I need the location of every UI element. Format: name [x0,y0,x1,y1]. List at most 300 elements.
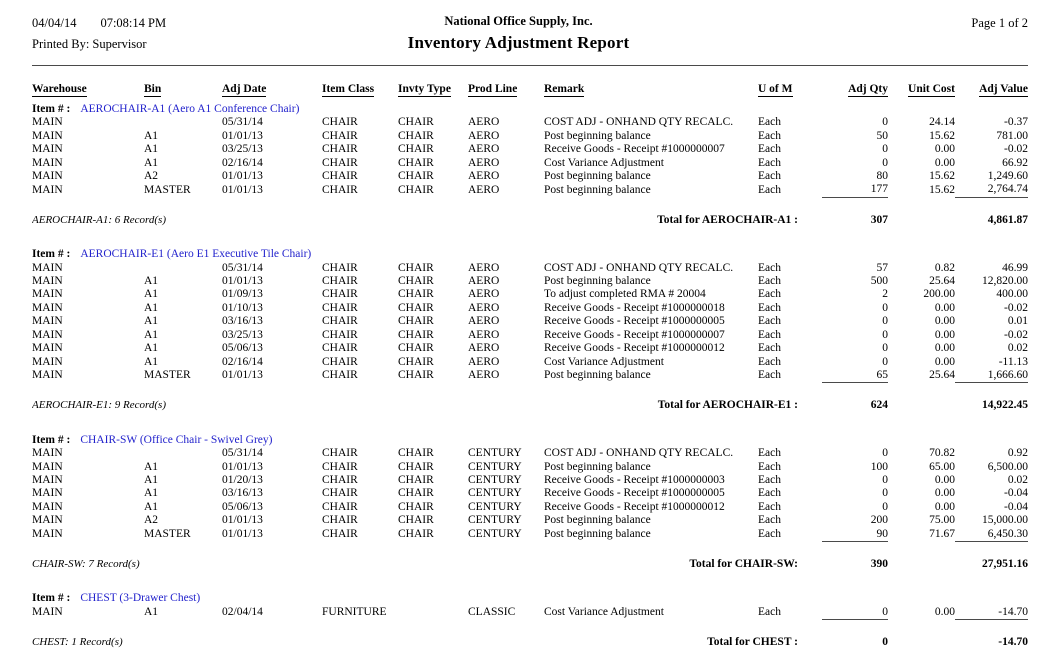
report-header [32,14,1028,60]
cell-remark: Receive Goods - Receipt #1000000005 [544,487,725,500]
report-title: Inventory Adjustment Report [407,33,630,52]
cell-item-class: CHAIR [322,183,358,196]
cell-adj-value: 0.02 [1007,473,1028,486]
cell-unit-cost: 15.62 [929,170,955,183]
table-row [32,514,1028,527]
item-row [32,244,1028,261]
cell-bin: A1 [144,301,159,314]
cell-adj-date: 01/01/13 [222,460,263,473]
cell-invty-type: CHAIR [398,369,434,382]
company-name: National Office Supply, Inc. [444,14,593,28]
cell-adj-date: 05/31/14 [222,447,263,460]
cell-adj-date: 05/06/13 [222,342,263,355]
cell-item-class: CHAIR [322,156,358,169]
cell-invty-type: CHAIR [398,328,434,341]
cell-prod-line: AERO [468,288,500,301]
cell-bin: A2 [144,170,159,183]
cell-uofm: Each [758,129,781,142]
cell-adj-value: -0.02 [1004,328,1028,341]
cell-unit-cost: 0.00 [934,487,955,500]
cell-unit-cost: 0.00 [934,143,955,156]
group-total-value: 14,922.45 [955,383,1028,430]
table-row [32,275,1028,288]
group-total-unitcost-spacer [888,197,955,244]
cell-unit-cost: 200.00 [923,288,955,301]
cell-warehouse: MAIN [32,156,63,169]
cell-invty-type: CHAIR [398,528,434,541]
cell-adj-value: -11.13 [998,355,1028,368]
cell-uofm: Each [758,143,781,156]
table-row [32,528,1028,542]
cell-adj-value: -0.04 [1004,500,1028,513]
table-row [32,143,1028,156]
cell-unit-cost: 15.62 [929,183,955,196]
cell-warehouse: MAIN [32,143,63,156]
cell-invty-type: CHAIR [398,447,434,460]
record-count: CHEST: 1 Record(s) [32,636,123,649]
table-row [32,447,1028,460]
cell-unit-cost: 15.62 [929,129,955,142]
cell-remark: Receive Goods - Receipt #1000000007 [544,143,725,156]
table-row [32,474,1028,487]
cell-item-class: CHAIR [322,275,358,288]
group-total-unitcost-spacer [888,383,955,430]
cell-uofm: Each [758,288,781,301]
cell-prod-line: AERO [468,183,500,196]
cell-remark: Post beginning balance [544,170,651,183]
cell-bin: A1 [144,487,159,500]
cell-prod-line: AERO [468,143,500,156]
cell-prod-line: AERO [468,116,500,129]
cell-item-class: CHAIR [322,129,358,142]
cell-adj-value: 0.02 [1007,342,1028,355]
cell-unit-cost: 0.00 [934,156,955,169]
cell-bin: A1 [144,355,159,368]
column-header-row [32,66,1028,99]
cell-adj-value: -0.37 [1004,116,1028,129]
cell-bin: A1 [144,143,159,156]
cell-adj-value: -0.02 [1004,301,1028,314]
column-header-warehouse: Warehouse [32,83,87,95]
cell-prod-line: AERO [468,301,500,314]
cell-bin: A1 [144,460,159,473]
table-row [32,606,1028,620]
cell-adj-qty: 200 [870,514,888,527]
item-row [32,588,1028,605]
item-link[interactable]: CHAIR-SW (Office Chair - Swivel Grey) [80,433,273,446]
cell-unit-cost: 25.64 [929,275,955,288]
cell-uofm: Each [758,369,781,382]
cell-invty-type: CHAIR [398,473,434,486]
cell-adj-qty: 177 [870,183,888,196]
cell-adj-date: 05/31/14 [222,261,263,274]
cell-remark: Receive Goods - Receipt #1000000007 [544,328,725,341]
cell-item-class: CHAIR [322,514,358,527]
cell-invty-type: CHAIR [398,342,434,355]
cell-warehouse: MAIN [32,487,63,500]
cell-adj-date: 01/01/13 [222,275,263,288]
cell-adj-date: 03/25/13 [222,328,263,341]
cell-adj-value: 15,000.00 [982,514,1028,527]
cell-uofm: Each [758,473,781,486]
cell-uofm: Each [758,487,781,500]
cell-invty-type: CHAIR [398,514,434,527]
cell-warehouse: MAIN [32,473,63,486]
cell-unit-cost: 0.00 [934,355,955,368]
cell-uofm: Each [758,514,781,527]
cell-adj-qty: 0 [882,447,888,460]
print-date: 04/04/14 [32,16,77,30]
cell-invty-type: CHAIR [398,288,434,301]
print-time: 07:08:14 PM [100,16,167,30]
cell-remark: Post beginning balance [544,528,651,541]
cell-invty-type: CHAIR [398,261,434,274]
cell-adj-date: 01/10/13 [222,301,263,314]
cell-uofm: Each [758,275,781,288]
cell-invty-type: CHAIR [398,460,434,473]
cell-bin: A1 [144,156,159,169]
group-footer-left [32,620,822,667]
cell-adj-value: 66.92 [1002,156,1028,169]
cell-remark: Post beginning balance [544,129,651,142]
table-row [32,342,1028,355]
cell-remark: Receive Goods - Receipt #1000000012 [544,342,725,355]
cell-bin: A1 [144,342,159,355]
cell-item-class: CHAIR [322,342,358,355]
cell-uofm: Each [758,116,781,129]
cell-adj-date: 03/25/13 [222,143,263,156]
cell-unit-cost: 0.00 [934,315,955,328]
item-link[interactable]: AEROCHAIR-A1 (Aero A1 Conference Chair) [80,103,300,115]
item-row-cell [32,588,1028,605]
cell-warehouse: MAIN [32,528,63,541]
cell-prod-line: CENTURY [468,487,522,500]
item-number-label: Item # : [32,103,71,115]
cell-prod-line: AERO [468,275,500,288]
cell-adj-qty: 0 [882,342,888,355]
record-count: AEROCHAIR-E1: 9 Record(s) [32,399,166,412]
cell-prod-line: AERO [468,328,500,341]
cell-remark: Post beginning balance [544,183,651,196]
cell-uofm: Each [758,301,781,314]
cell-unit-cost: 0.00 [934,301,955,314]
cell-warehouse: MAIN [32,514,63,527]
table-row [32,369,1028,383]
cell-uofm: Each [758,500,781,513]
group-footer-labels [32,636,822,649]
cell-remark: Post beginning balance [544,369,651,382]
cell-warehouse: MAIN [32,447,63,460]
cell-adj-qty: 90 [876,527,888,540]
cell-adj-date: 01/01/13 [222,170,263,183]
group-footer-labels [32,399,822,412]
column-header-remark: Remark [544,83,585,95]
group-total-unitcost-spacer [888,620,955,667]
cell-adj-value: 400.00 [996,288,1028,301]
cell-prod-line: CENTURY [468,460,522,473]
cell-warehouse: MAIN [32,116,63,129]
cell-remark: Cost Variance Adjustment [544,355,664,368]
group-total-value: -14.70 [955,620,1028,667]
cell-invty-type: CHAIR [398,170,434,183]
cell-adj-date: 05/31/14 [222,116,263,129]
record-count: CHAIR-SW: 7 Record(s) [32,557,140,570]
table-row [32,487,1028,500]
column-header-prod-line: Prod Line [468,83,518,95]
cell-warehouse: MAIN [32,288,63,301]
cell-bin [144,262,222,275]
cell-warehouse: MAIN [32,261,63,274]
cell-prod-line: AERO [468,355,500,368]
cell-remark: COST ADJ - ONHAND QTY RECALC. [544,116,734,129]
cell-warehouse: MAIN [32,355,63,368]
cell-adj-date: 01/09/13 [222,288,263,301]
page-number: Page 1 of 2 [971,16,1028,30]
cell-warehouse: MAIN [32,315,63,328]
report-table [32,66,1028,667]
cell-unit-cost: 70.82 [929,447,955,460]
table-row [32,329,1028,342]
cell-invty-type: CHAIR [398,487,434,500]
cell-unit-cost: 71.67 [929,528,955,541]
column-header-item-class: Item Class [322,83,375,95]
group-footer-left [32,197,822,244]
cell-uofm: Each [758,460,781,473]
cell-prod-line: AERO [468,170,500,183]
group-footer [32,383,1028,430]
cell-adj-date: 03/16/13 [222,315,263,328]
cell-adj-date: 01/01/13 [222,183,263,196]
cell-prod-line: CENTURY [468,528,522,541]
cell-bin: A1 [144,473,159,486]
cell-remark: Cost Variance Adjustment [544,156,664,169]
table-row [32,302,1028,315]
cell-warehouse: MAIN [32,606,63,619]
cell-adj-qty: 0 [882,355,888,368]
cell-adj-value: -14.70 [998,605,1028,618]
cell-bin: MASTER [144,528,191,541]
group-total-qty: 307 [822,197,888,244]
cell-adj-date: 02/16/14 [222,156,263,169]
cell-prod-line: CENTURY [468,500,522,513]
cell-adj-date: 01/20/13 [222,473,263,486]
cell-uofm: Each [758,342,781,355]
cell-adj-value: -0.02 [1004,143,1028,156]
table-row [32,315,1028,328]
cell-adj-value: 781.00 [996,129,1028,142]
cell-item-class: CHAIR [322,301,358,314]
cell-uofm: Each [758,156,781,169]
cell-item-class: CHAIR [322,288,358,301]
cell-adj-qty: 57 [876,261,888,274]
cell-uofm: Each [758,328,781,341]
cell-adj-value: 0.92 [1007,447,1028,460]
table-row [32,262,1028,275]
cell-item-class: CHAIR [322,261,358,274]
cell-invty-type: CHAIR [398,143,434,156]
group-footer [32,197,1028,244]
cell-item-class: CHAIR [322,447,358,460]
cell-bin: A1 [144,500,159,513]
cell-uofm: Each [758,528,781,541]
cell-uofm: Each [758,606,781,619]
table-row [32,130,1028,143]
cell-item-class: CHAIR [322,116,358,129]
record-count: AEROCHAIR-A1: 6 Record(s) [32,213,166,226]
cell-warehouse: MAIN [32,301,63,314]
cell-bin: MASTER [144,369,191,382]
cell-item-class: CHAIR [322,328,358,341]
cell-remark: Post beginning balance [544,460,651,473]
cell-adj-qty: 0 [882,156,888,169]
item-number-label: Item # : [32,433,71,446]
cell-adj-value: 12,820.00 [982,275,1028,288]
cell-warehouse: MAIN [32,460,63,473]
table-row [32,501,1028,514]
cell-uofm: Each [758,355,781,368]
item-number-label: Item # : [32,248,71,261]
group-footer [32,541,1028,588]
cell-adj-date: 01/01/13 [222,129,263,142]
cell-adj-qty: 0 [882,605,888,618]
group-total-label: Total for AEROCHAIR-E1 : [657,399,798,412]
cell-warehouse: MAIN [32,500,63,513]
cell-adj-qty: 65 [876,368,888,381]
cell-adj-value: 1,249.60 [987,170,1028,183]
cell-warehouse: MAIN [32,275,63,288]
cell-invty-type: CHAIR [398,275,434,288]
cell-invty-type: CHAIR [398,156,434,169]
cell-unit-cost: 0.00 [934,473,955,486]
cell-bin: A1 [144,288,159,301]
cell-remark: COST ADJ - ONHAND QTY RECALC. [544,447,734,460]
cell-warehouse: MAIN [32,369,63,382]
cell-remark: Post beginning balance [544,514,651,527]
cell-adj-qty: 0 [882,328,888,341]
cell-adj-qty: 0 [882,315,888,328]
group-total-qty: 624 [822,383,888,430]
item-link[interactable]: CHEST (3-Drawer Chest) [80,592,201,605]
cell-unit-cost: 0.82 [934,261,955,274]
table-row [32,116,1028,129]
column-header-uofm: U of M [758,83,793,95]
cell-prod-line: AERO [468,156,500,169]
cell-invty-type: CHAIR [398,355,434,368]
column-header-adj-value: Adj Value [979,83,1028,95]
cell-invty-type: CHAIR [398,183,434,196]
cell-item-class: CHAIR [322,315,358,328]
cell-remark: Receive Goods - Receipt #1000000012 [544,500,725,513]
group-footer [32,620,1028,667]
cell-prod-line: CENTURY [468,447,522,460]
table-row [32,288,1028,301]
cell-prod-line: AERO [468,315,500,328]
cell-adj-value: 6,500.00 [987,460,1028,473]
cell-unit-cost: 0.00 [934,342,955,355]
cell-unit-cost: 0.00 [934,500,955,513]
cell-adj-qty: 100 [870,460,888,473]
cell-item-class: CHAIR [322,500,358,513]
cell-item-class: CHAIR [322,473,358,486]
cell-unit-cost: 75.00 [929,514,955,527]
cell-unit-cost: 24.14 [929,116,955,129]
cell-warehouse: MAIN [32,170,63,183]
cell-item-class: CHAIR [322,355,358,368]
column-header-adj-date: Adj Date [222,83,267,95]
column-header-adj-qty: Adj Qty [848,83,888,95]
column-header-bin: Bin [144,83,162,95]
cell-bin [144,116,222,129]
table-row [32,461,1028,474]
cell-prod-line: CENTURY [468,514,522,527]
cell-adj-qty: 80 [876,170,888,183]
cell-adj-value: 6,450.30 [987,527,1028,540]
cell-remark: COST ADJ - ONHAND QTY RECALC. [544,261,734,274]
item-row-cell [32,244,1028,261]
cell-bin: A1 [144,275,159,288]
cell-adj-date: 05/06/13 [222,500,263,513]
table-row [32,157,1028,170]
cell-item-class: FURNITURE [322,606,387,619]
cell-unit-cost: 0.00 [934,606,955,619]
item-row-cell [32,99,1028,116]
cell-remark: Receive Goods - Receipt #1000000005 [544,315,725,328]
item-row-cell [32,430,1028,447]
cell-uofm: Each [758,183,781,196]
cell-item-class: CHAIR [322,170,358,183]
item-row [32,430,1028,447]
cell-bin [144,447,222,460]
cell-adj-value: 1,666.60 [987,368,1028,381]
cell-invty-type: CHAIR [398,116,434,129]
cell-uofm: Each [758,447,781,460]
cell-prod-line: AERO [468,129,500,142]
cell-adj-date: 01/01/13 [222,369,263,382]
cell-adj-qty: 500 [870,275,888,288]
cell-remark: To adjust completed RMA # 20004 [544,288,706,301]
cell-prod-line: AERO [468,369,500,382]
cell-unit-cost: 65.00 [929,460,955,473]
item-row [32,99,1028,116]
column-header-invty-type: Invty Type [398,83,451,95]
cell-adj-value: 0.01 [1007,315,1028,328]
item-link[interactable]: AEROCHAIR-E1 (Aero E1 Executive Tile Chair) [80,248,312,261]
group-footer-labels [32,558,822,571]
cell-adj-date: 02/04/14 [222,606,263,619]
cell-warehouse: MAIN [32,183,63,196]
cell-warehouse: MAIN [32,129,63,142]
cell-remark: Receive Goods - Receipt #1000000003 [544,473,725,486]
cell-adj-date: 03/16/13 [222,487,263,500]
report-body [32,99,1028,667]
cell-adj-date: 01/01/13 [222,514,263,527]
cell-prod-line: CENTURY [468,473,522,486]
cell-unit-cost: 25.64 [929,369,955,382]
table-row [32,170,1028,183]
cell-uofm: Each [758,170,781,183]
cell-warehouse: MAIN [32,328,63,341]
cell-prod-line: AERO [468,342,500,355]
cell-adj-qty: 2 [882,288,888,301]
cell-adj-qty: 0 [882,116,888,129]
group-total-label: Total for AEROCHAIR-A1 : [657,213,798,226]
group-total-value: 4,861.87 [955,197,1028,244]
cell-uofm: Each [758,261,781,274]
cell-bin: A1 [144,315,159,328]
group-total-value: 27,951.16 [955,541,1028,588]
cell-remark: Cost Variance Adjustment [544,606,664,619]
cell-adj-qty: 50 [876,129,888,142]
